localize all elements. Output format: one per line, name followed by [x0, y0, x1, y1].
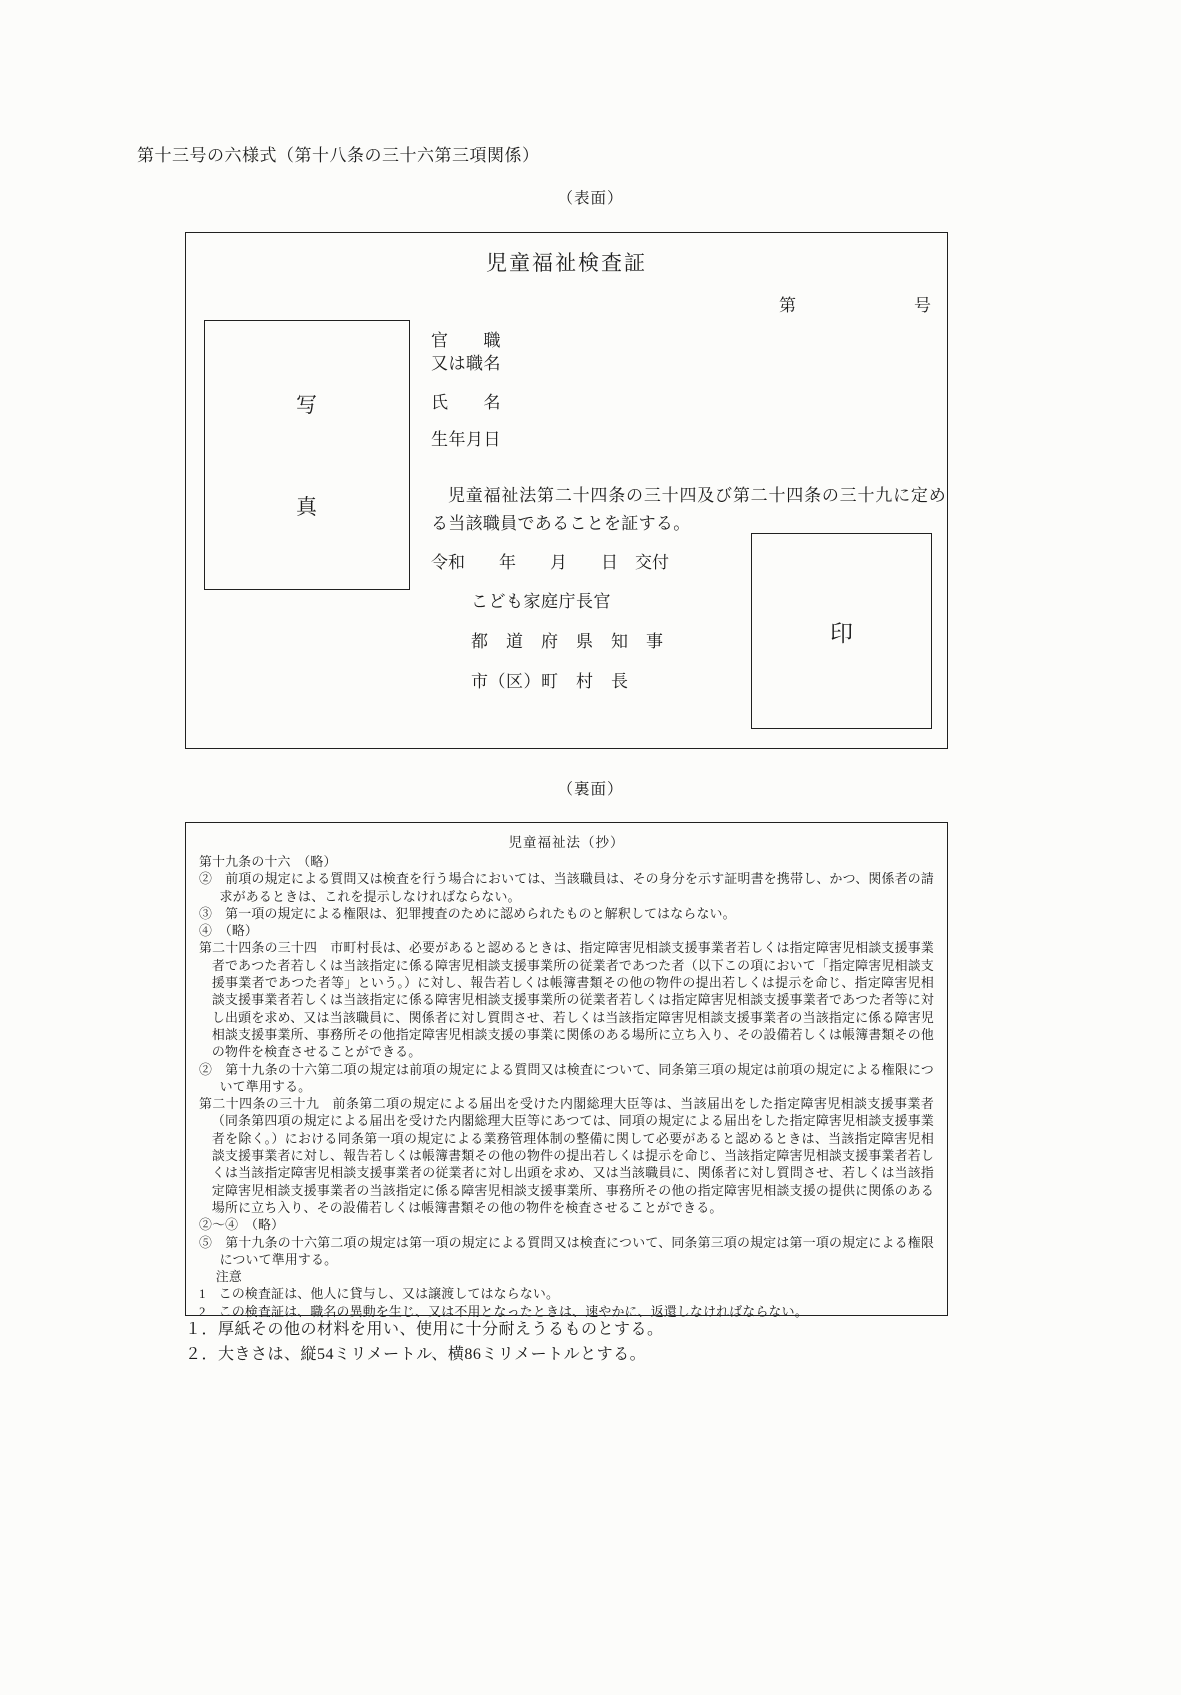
issue-date-line: 令和 年 月 日 交付	[431, 553, 669, 572]
law-paragraph: ② 第十九条の十六第二項の規定は前項の規定による質問又は検査について、同条第三項の規定は前項の規定による権限について準用する。	[199, 1062, 934, 1094]
photo-char-top: 写	[296, 393, 318, 417]
seal-placeholder-box	[751, 533, 932, 729]
notice-item: 1 この検査証は、他人に貸与し、又は譲渡してはならない。	[199, 1287, 560, 1302]
issuer-municipal-mayor: 市（区）町 村 長	[471, 672, 629, 691]
law-paragraph: 第二十四条の三十九 前条第二項の規定による届出を受けた内閣総理大臣等は、当該届出をした指定障害児相談支援事業者（同条第四項の規定による届出を受けた内閣総理大臣等にあつては、同項の規定による届出をした指定障害児相談支援事業者を除く。）における同条第一項の規定による業務管理体制の整備に関して必要があると認めるときは、当該指定障害児相談支援事業者に対し、報告若しくは帳簿書類その他の物件の提出若しくは提示を命じ、当該指定障害児相談支援事業者若しくは当該指定障害児相談支援事業者の従業者に対し出頭を求め、又は当該職員に、関係者に対し質問させ、若しくは当該指定障害児相談支援事業者の当該指定に係る障害児相談支援事業所、事務所その他の指定障害児相談支援の提供に関係のある場所に立ち入り、その設備若しくは帳簿書類その他の物件を検査させることができる。	[199, 1097, 934, 1215]
certificate-number-row	[779, 291, 931, 316]
law-excerpt-title: 児童福祉法（抄）	[508, 835, 625, 850]
number-prefix: 第	[779, 296, 796, 315]
law-paragraph: ②～④ （略）	[199, 1218, 285, 1233]
field-name-label: 氏 名	[431, 393, 501, 412]
certification-statement: 児童福祉法第二十四条の三十四及び第二十四条の三十九に定める当該職員であることを証する。	[431, 486, 946, 533]
footer-notes	[185, 1318, 664, 1367]
photo-placeholder-box	[204, 320, 410, 590]
issuer-children-families-agency: こども家庭庁長官	[471, 592, 611, 611]
footer-note-size: ２．大きさは、縦54ミリメートル、横86ミリメートルとする。	[185, 1345, 647, 1363]
field-position-label-line2: 又は職名	[431, 354, 501, 373]
notice-item: 2 この検査証は、職名の異動を生じ、又は不用となったときは、速やかに、返還しなければならない。	[199, 1304, 808, 1319]
back-card	[185, 822, 948, 1319]
photo-char-bottom: 真	[296, 495, 318, 519]
footer-note-material: １．厚紙その他の材料を用い、使用に十分耐えうるものとする。	[185, 1321, 664, 1338]
issuer-prefectural-governor: 都 道 府 県 知 事	[471, 632, 664, 651]
front-side-label: （表面）	[557, 190, 624, 207]
form-number-label: 第十三号の六様式（第十八条の三十六第三項関係）	[137, 146, 540, 165]
back-side-label: （裏面）	[557, 781, 624, 798]
field-birthdate-label: 生年月日	[431, 430, 501, 449]
law-paragraph: ④ （略）	[199, 924, 259, 939]
law-paragraph: ③ 第一項の規定による権限は、犯罪捜査のために認められたものと解釈してはならない。	[199, 906, 736, 921]
law-paragraph: 第十九条の十六 （略）	[199, 855, 337, 869]
law-paragraph: ② 前項の規定による質問又は検査を行う場合においては、当該職員は、その身分を示す証明書を携帯し、かつ、関係者の請求があるときは、これを提示しなければならない。	[199, 872, 934, 904]
certificate-title: 児童福祉検査証	[486, 251, 647, 275]
field-position-label-line1: 官 職	[431, 331, 501, 350]
law-paragraph: 第二十四条の三十四 市町村長は、必要があると認めるときは、指定障害児相談支援事業者若しくは指定障害児相談支援事業者であつた者若しくは当該指定に係る障害児相談支援事業所の従業者であつた者（以下この項において「指定障害児相談支援事業者であつた者等」という。）に対し、報告若しくは帳簿書類その他の物件の提出若しくは提示を命じ、指定障害児相談支援事業者若しくは当該指定に係る障害児相談支援事業所の従業者若しくは指定障害児相談支援事業者であつた者等に対し出頭を求め、又は当該職員に、関係者に対し質問させ、若しくは当該指定障害児相談支援事業者の当該指定に係る障害児相談支援事業所、事務所その他指定障害児相談支援の事業に関係のある場所に立ち入り、その設備若しくは帳簿書類その他の物件を検査させることができる。	[199, 941, 934, 1060]
front-card	[185, 232, 948, 749]
notice-heading: 注意	[215, 1270, 242, 1285]
seal-char: 印	[830, 620, 853, 646]
number-suffix: 号	[914, 296, 931, 315]
law-paragraph: ⑤ 第十九条の十六第二項の規定は第一項の規定による質問又は検査について、同条第三項の規定は第一項の規定による権限について準用する。	[199, 1235, 934, 1267]
